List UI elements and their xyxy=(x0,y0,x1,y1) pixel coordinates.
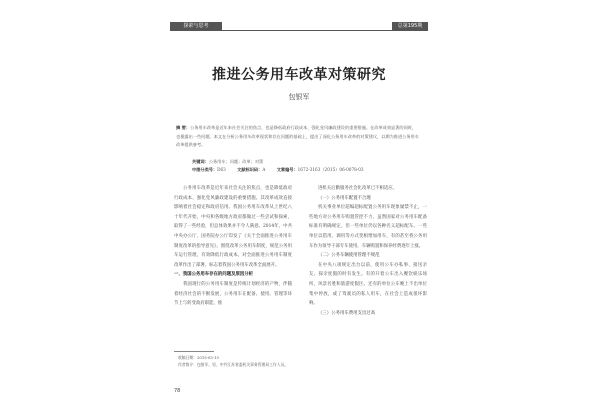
body-paragraph: 进机关后勤服务社会化改革已不相适应。 xyxy=(318,186,398,191)
body-column-left xyxy=(174,184,292,309)
footnote-rule xyxy=(174,351,214,352)
article-author: 包银军 xyxy=(288,93,310,101)
received-label: 收稿日期： xyxy=(178,355,197,360)
doc-code-label: 文献标识码： xyxy=(237,167,263,172)
author-bio-label: 作者简介： xyxy=(178,361,197,367)
body-paragraph: 机关事业单位超编超标配置公务用车现象屡禁不止，一些地方对公务用车购置管控不力，虽然国家对公务用车配备标准有明确规定，但一些单位仍以各种名义超标配车。一些单位以借用、调用等方式变相增加用车，有的甚至将公务用车作为领导干部专车使用，车辆购置和保养经费逐年上涨。 xyxy=(309,205,427,249)
issue-tag: 总第195期 xyxy=(392,22,428,30)
received-value: 2015-05-15 xyxy=(196,355,219,360)
article-no-value: 1672-3163（2015）06-0078-03 xyxy=(297,167,364,172)
subsection-heading: （二）公务车辆使用管理不规范 xyxy=(318,253,380,259)
body-column-right xyxy=(309,184,427,318)
abstract xyxy=(176,124,420,150)
body-paragraph: 在中央八项规定出台以前，使用公车办私事、接送亲友、探亲度假的时有发生。有的开着公车出入餐饮娱乐场所，风景名胜和旅游度假区。还有的单位公车晚上不出单位集中停放，或了驾驶员的私人用车，在社会上造成很坏影响。 xyxy=(309,262,427,307)
abstract-label: 摘 要： xyxy=(176,125,191,130)
abstract-text: 公务用车改革是近年来社会关注的焦点，也是降低政府行政成本、强化党风廉政建设的重要措施。在改革成效显著的同时，也暴露出一些问题。本文在分析公务用车改革现状和存在问题的基础上，提出了深化公务用车改革的对策建议，以期为推进公务用车改革提供参考。 xyxy=(176,125,419,148)
section-heading: 一、我国公务用车存在的问题及原因分析 xyxy=(174,272,254,278)
subsection-heading: （三）公务用车费用支出过高 xyxy=(318,310,376,316)
page-number: 78 xyxy=(174,388,181,394)
classification-line xyxy=(192,167,428,173)
author-bio xyxy=(178,362,298,369)
article-no-label: 文章编号： xyxy=(276,167,298,172)
footnote xyxy=(178,355,298,368)
keywords xyxy=(192,159,422,165)
body-paragraph: 公务用车改革是近年来社会关注的焦点，也是降低政府行政成本、强化党风廉政建设的重要措施。其改革成效直接影响着社会稳定和政府信用。我国公务用车改革从上世纪八十年代开始，中央和各级地方政府都做过一些尝试和探索，取得了一些经验，但总体效果并不令人满意。2014年，中共中央办公厅、国务院办公厅印发了《关于全面推进公务用车制度改革的指导意见》，围绕改革公务用车制度，规范公务用车运行管理，有效降低行政成本。对全面推进公务用车制度改革作出了部署，标志着我国公务用车改革全面展开。 xyxy=(174,186,292,268)
header-rule xyxy=(170,30,428,31)
doc-code-value: A xyxy=(262,167,266,172)
clc-value: D63 xyxy=(217,167,226,172)
keywords-text: 公务用车；问题；改革；对策 xyxy=(208,159,264,164)
clc-label: 中图分类号： xyxy=(192,167,218,172)
section-tag: 探索与思考 xyxy=(170,22,222,30)
author-bio-value: 包银军，男，中共江苏省委机关事务管理局工作人员。 xyxy=(196,361,289,367)
article-title: 推进公务用车改革对策研究 xyxy=(212,67,386,83)
body-paragraph: 我国现行的公务用车制度是传统计划经济的产物，伴随着经济社会的不断发展，公务用车在配备、使用、管理等环节上与转变政府职能、推 xyxy=(174,281,292,307)
keywords-label: 关键词： xyxy=(192,159,209,164)
subsection-heading: （一）公务用车配置不合理 xyxy=(318,195,371,201)
